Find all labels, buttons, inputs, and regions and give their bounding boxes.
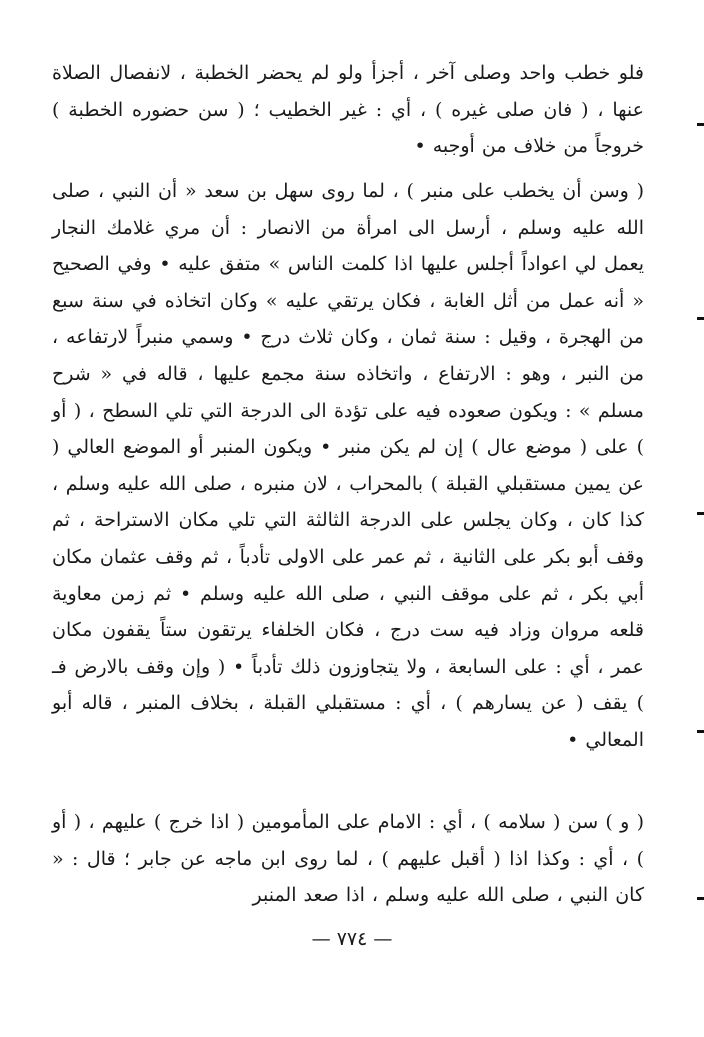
margin-mark <box>697 512 704 515</box>
margin-mark <box>697 317 704 320</box>
margin-mark <box>697 123 704 126</box>
paragraph-1: فلو خطب واحد وصلى آخر ، أجزأ ولو لم يحضر الخطبة ، لانفصال الصلاة عنها ، ( فان صلى غيره ) ، أي : غير الخطيب ؛ ( سن حضوره الخطبة ) خروجاً من خلاف من أوجبه • <box>52 62 644 158</box>
paragraph-3: ( و ) سن ( سلامه ) ، أي : الامام على المأمومين ( اذا خرج ) عليهم ، ( أو ) ، أي : وكذا اذا ( أقبل عليهم ) ، لما روى ابن ماجه عن جابر ؛ قال : « كان النبي ، صلى الله عليه وسلم ، اذا صعد المنبر <box>52 811 644 907</box>
margin-mark <box>697 897 704 900</box>
paragraph-2: ( وسن أن يخطب على منبر ) ، لما روى سهل بن سعد « أن النبي ، صلى الله عليه وسلم ، أرسل الى امرأة من الانصار : أن مري غلامك النجار يعمل لي اعواداً أجلس عليها اذا كلمت الناس » متفق عليه • وفي الصحيح « أنه عمل من أثل الغابة ، فكان يرتقي عليه » وكان اتخاذه في سنة سبع من الهجرة ، وقيل : سنة ثمان ، وكان ثلاث درج • وسمي منبراً لارتفاعه ، من النبر ، وهو : الارتفاع ، واتخاذه سنة مجمع عليها ، قاله في « شرح مسلم » : ويكون صعوده فيه على تؤدة الى الدرجة التي تلي السطح ، ( أو ) على ( موضع عال ) إن لم يكن منبر • ويكون المنبر أو الموضع العالي ( عن يمين مستقبلي القبلة ) بالمحراب ، لان منبره ، صلى الله عليه وسلم ، كذا كان ، وكان يجلس على الدرجة الثالثة التي تلي مكان الاستراحة ، ثم وقف أبو بكر على الثانية ، ثم عمر على الاولى تأدباً ، ثم وقف عثمان مكان أبي بكر ، ثم على موقف النبي ، صلى الله عليه وسلم • ثم زمن معاوية قلعه مروان وزاد فيه ست درج ، فكان الخلفاء يرتقون ستاً يقفون مكان عمر ، أي : على السابعة ، ولا يتجاوزون ذلك تأدباً • ( وإن وقف بالارض فـ ) يقف ( عن يسارهم ) ، أي : مستقبلي القبلة ، بخلاف المنبر ، قاله أبو المعالي • <box>52 180 644 751</box>
margin-mark <box>697 730 704 733</box>
page-number: — ٧٧٤ — <box>311 928 393 950</box>
